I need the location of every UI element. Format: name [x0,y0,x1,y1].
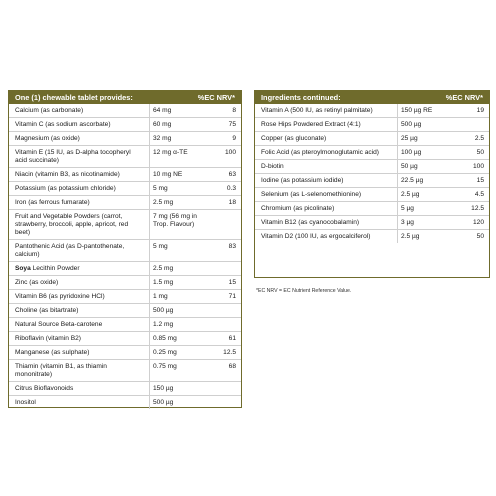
ingredient-nrv [204,304,241,317]
ingredient-amount: 60 mg [149,118,204,131]
table-row [255,188,489,202]
table-row [9,168,241,182]
ingredient-label: Calcium (as carbonate) [15,106,84,114]
ingredient-label: Vitamin A (500 IU, as retinyl palmitate) [261,106,373,114]
ingredient-nrv: 8 [232,106,236,114]
ingredient-label: Iron (as ferrous fumarate) [15,198,90,206]
table-row [9,396,241,409]
table-row [9,210,241,240]
ingredient-name [9,346,149,359]
ingredient-amount: 64 mg [149,104,204,117]
ingredient-amount: 500 µg [149,396,204,409]
ingredient-amount: 1.5 mg [149,276,204,289]
ingredient-name [255,118,397,131]
ingredient-label: Thiamin (vitamin B1, as thiamin mononitrate) [15,362,107,378]
ingredient-nrv: 71 [228,292,236,300]
ingredient-nrv: 63 [228,170,236,178]
ingredient-amount: 25 µg [397,132,452,145]
ingredient-name [9,396,149,409]
table-row [9,304,241,318]
ingredient-label: Pantothenic Acid (as D-pantothenate, calcium) [15,242,125,258]
ingredient-label: Vitamin B12 (as cyanocobalamin) [261,218,360,226]
ingredient-nrv: 4.5 [474,190,484,198]
ingredient-name [255,104,397,117]
ingredient-nrv: 15 [228,278,236,286]
table-row [9,290,241,304]
ingredient-amount: 2.5 mg [149,262,204,275]
ingredient-amount: 5 µg [397,202,452,215]
ingredient-name [9,240,149,261]
ingredient-name [9,360,149,381]
ingredient-name [9,304,149,317]
ingredient-name [9,168,149,181]
ingredient-label: Folic Acid (as pteroylmonoglutamic acid) [261,148,380,156]
ingredient-amount: 12 mg α-TE [149,146,204,167]
table-row [9,346,241,360]
table-row [9,146,241,168]
ingredient-label: Copper (as gluconate) [261,134,327,142]
table-row [9,132,241,146]
ingredient-name [9,276,149,289]
ingredient-name [255,132,397,145]
ingredient-nrv: 12.5 [223,348,236,356]
table-row [9,382,241,396]
allergen-label: Soya [15,264,31,272]
ingredient-name [9,290,149,303]
ingredient-amount: 100 µg [397,146,452,159]
ingredient-amount: 32 mg [149,132,204,145]
ingredient-nrv: 100 [472,162,484,170]
ingredient-amount: 1.2 mg [149,318,204,331]
ingredient-amount: 7 mg (56 mg in Trop. Flavour) [149,210,204,239]
ingredient-name [9,182,149,195]
ingredient-amount: 500 µg [149,304,204,317]
ingredient-name [255,188,397,201]
ingredient-nrv [204,318,241,331]
table-row [9,196,241,210]
ingredient-name [9,132,149,145]
table-row [255,160,489,174]
ingredient-nrv: 50 [476,232,484,240]
nrv-header: %EC NRV* [445,93,483,102]
ingredient-amount: 10 mg NE [149,168,204,181]
ingredient-label: Vitamin E (15 IU, as D-alpha tocopheryl acid succinate) [15,148,131,164]
ingredient-name [255,174,397,187]
table-title: One (1) chewable tablet provides: [15,93,133,102]
table-row [255,146,489,160]
ingredient-label: Chromium (as picolinate) [261,204,335,212]
ingredient-nrv: 18 [228,198,236,206]
ingredient-name [9,196,149,209]
ingredient-label: Potassium (as potassium chloride) [15,184,116,192]
table-row [255,132,489,146]
ingredient-amount: 1 mg [149,290,204,303]
ingredient-amount: 5 mg [149,240,204,261]
ingredient-nrv: 120 [472,218,484,226]
ingredient-amount: 3 µg [397,216,452,229]
table-row [9,118,241,132]
table-row [9,262,241,276]
ingredient-label: Inositol [15,398,36,406]
ingredient-amount: 0.85 mg [149,332,204,345]
table-row [255,118,489,132]
table-row [9,332,241,346]
ingredient-name [9,318,149,331]
table-row [255,216,489,230]
table-row [255,174,489,188]
ingredient-nrv: 2.5 [474,134,484,142]
table-row [255,202,489,216]
ingredient-nrv [204,210,241,239]
ingredient-label: Magnesium (as oxide) [15,134,80,142]
ingredient-name [255,160,397,173]
ingredient-nrv: 61 [228,334,236,342]
nrv-header: %EC NRV* [197,93,235,102]
ingredient-nrv: 100 [224,148,236,156]
ingredient-name [255,202,397,215]
ingredient-amount: 2.5 µg [397,230,452,243]
ingredient-label: Citrus Bioflavonoids [15,384,74,392]
ingredient-amount: 150 µg RE [397,104,452,117]
table-title: Ingredients continued: [261,93,341,102]
ingredient-label: Iodine (as potassium iodide) [261,176,344,184]
ingredient-amount: 50 µg [397,160,452,173]
ingredient-amount: 150 µg [149,382,204,395]
ingredient-amount: 5 mg [149,182,204,195]
ingredient-label: Lecithin Powder [30,264,80,272]
table-row [9,182,241,196]
ingredient-nrv [452,118,489,131]
table-header [9,91,241,104]
ingredient-label: Choline (as bitartrate) [15,306,79,314]
ingredient-name [9,118,149,131]
ingredient-nrv: 9 [232,134,236,142]
ingredient-nrv [204,382,241,395]
nutrition-table-right [254,90,490,278]
ingredient-amount: 22.5 µg [397,174,452,187]
table-header [255,91,489,104]
ingredient-label: Vitamin D2 (100 IU, as ergocalciferol) [261,232,371,240]
ingredient-label: D-biotin [261,162,284,170]
table-row [255,104,489,118]
ingredient-amount: 2.5 µg [397,188,452,201]
ingredient-label: Selenium (as L-selenomethionine) [261,190,362,198]
nutrition-table-left [8,90,242,408]
ingredient-label: Fruit and Vegetable Powders (carrot, strawberry, broccoli, apple, apricot, red beet) [15,212,129,236]
ingredient-name [255,216,397,229]
ingredient-name [9,332,149,345]
ingredient-nrv: 50 [476,148,484,156]
ingredient-name [255,230,397,243]
footnote: *EC NRV = EC Nutrient Reference Value. [256,288,352,294]
ingredient-name [9,262,149,275]
table-row [9,276,241,290]
ingredient-amount: 2.5 mg [149,196,204,209]
ingredient-amount: 0.75 mg [149,360,204,381]
ingredient-name [9,210,149,239]
ingredient-label: Vitamin B6 (as pyridoxine HCl) [15,292,105,300]
ingredient-amount: 500 µg [397,118,452,131]
ingredient-name [9,104,149,117]
ingredient-label: Riboflavin (vitamin B2) [15,334,81,342]
ingredient-label: Zinc (as oxide) [15,278,59,286]
ingredient-nrv: 83 [228,242,236,250]
table-body [255,104,489,243]
ingredient-label: Vitamin C (as sodium ascorbate) [15,120,111,128]
table-row [9,318,241,332]
ingredient-amount: 0.25 mg [149,346,204,359]
ingredient-nrv [204,262,241,275]
ingredient-nrv: 15 [476,176,484,184]
ingredient-name [9,146,149,167]
ingredient-nrv: 0.3 [226,184,236,192]
ingredient-nrv: 12.5 [471,204,484,212]
ingredient-label: Natural Source Beta-carotene [15,320,103,328]
ingredient-name [9,382,149,395]
ingredient-label: Niacin (vitamin B3, as nicotinamide) [15,170,120,178]
table-row [9,240,241,262]
ingredient-nrv: 19 [476,106,484,114]
ingredient-nrv: 68 [228,362,236,370]
ingredient-label: Rose Hips Powdered Extract (4:1) [261,120,361,128]
ingredient-nrv [204,396,241,409]
ingredient-label: Manganese (as sulphate) [15,348,90,356]
table-body [9,104,241,409]
table-row [9,360,241,382]
ingredient-name [255,146,397,159]
table-row [255,230,489,243]
table-row [9,104,241,118]
ingredient-nrv: 75 [228,120,236,128]
